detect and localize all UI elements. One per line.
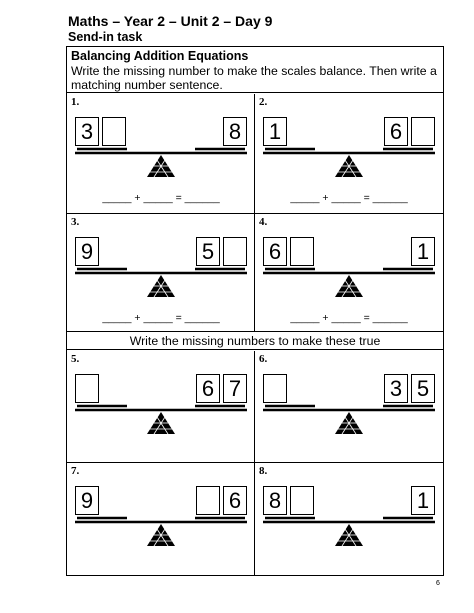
problem-cell [255,463,443,576]
section-two-heading: Write the missing numbers to make these true [67,332,443,350]
problem-number: 7. [71,465,80,477]
balance-scale-icon [67,214,255,304]
problem-cell [67,351,255,463]
number-box: 6 [384,117,408,146]
number-box: 1 [263,117,287,146]
worksheet-frame [66,46,444,576]
number-box: 9 [75,237,99,266]
number-sentence-blank[interactable]: _____ + _____ = ______ [102,312,220,324]
intro-section [67,47,443,93]
intro-heading: Balancing Addition Equations [71,49,249,63]
problem-cell [255,214,443,332]
problem-cell [255,94,443,214]
balance-scale-icon [67,94,255,184]
problem-cell [255,351,443,463]
problem-number: 8. [259,465,268,477]
problem-number: 2. [259,96,268,108]
number-box: 1 [411,237,435,266]
problem-number: 6. [259,353,268,365]
number-box: 3 [75,117,99,146]
balance-scale-icon [255,214,443,304]
problem-number: 1. [71,96,80,108]
number-box: 9 [75,486,99,515]
problem-number: 4. [259,216,268,228]
number-box: 8 [223,117,247,146]
intro-instruction: Write the missing number to make the scales balance. Then write a matching number sentence. [71,64,437,92]
number-box: 8 [263,486,287,515]
number-sentence-blank[interactable]: _____ + _____ = ______ [290,312,408,324]
number-box: 6 [223,486,247,515]
number-sentence-blank[interactable]: _____ + _____ = ______ [290,192,408,204]
page-number: 6 [436,580,440,587]
number-box: 5 [411,374,435,403]
problem-cell [67,94,255,214]
problem-cell [67,463,255,576]
worksheet-title: Maths – Year 2 – Unit 2 – Day 9 [68,13,273,29]
number-box: 6 [196,374,220,403]
balance-scale-icon [67,463,255,553]
number-box: 6 [263,237,287,266]
balance-scale-icon [255,351,443,441]
worksheet-subtitle: Send-in task [68,30,143,44]
number-box: 3 [384,374,408,403]
problem-number: 3. [71,216,80,228]
balance-scale-icon [255,94,443,184]
balance-scale-icon [255,463,443,553]
problem-cell [67,214,255,332]
number-box: 1 [411,486,435,515]
number-box: 7 [223,374,247,403]
number-box: 5 [196,237,220,266]
balance-scale-icon [67,351,255,441]
problem-number: 5. [71,353,80,365]
number-sentence-blank[interactable]: _____ + _____ = ______ [102,192,220,204]
